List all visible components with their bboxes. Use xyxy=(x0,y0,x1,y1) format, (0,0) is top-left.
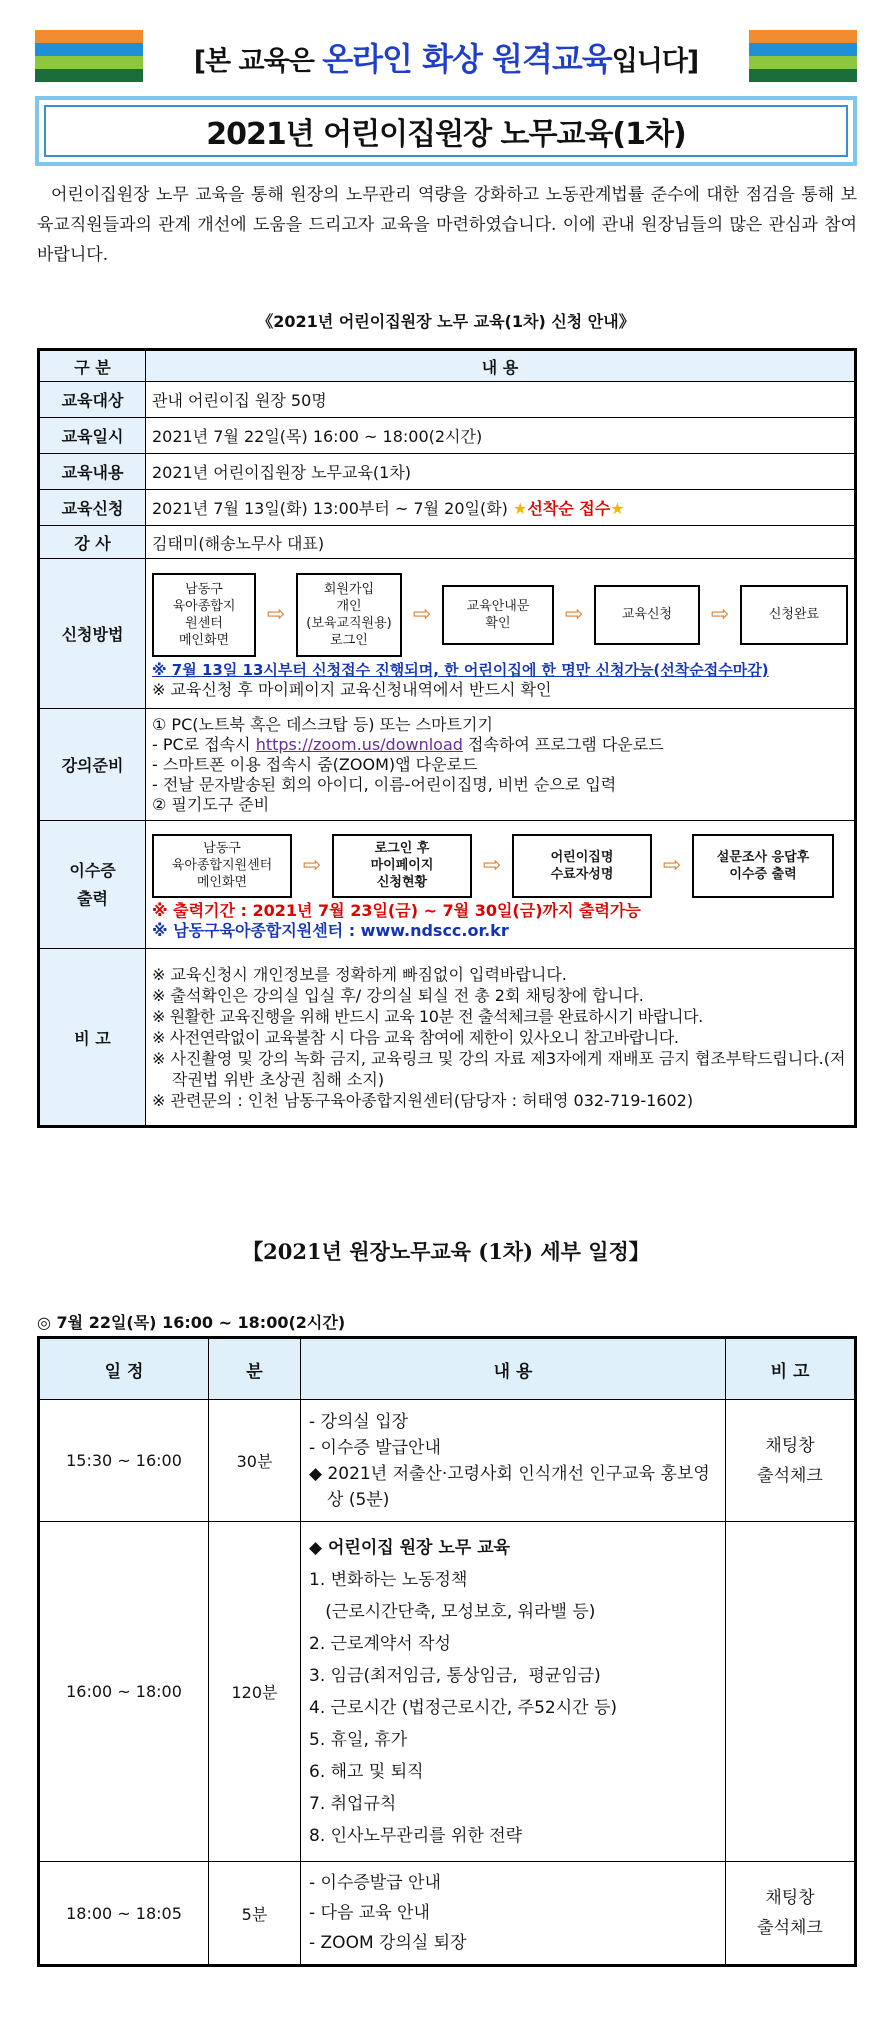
table-row xyxy=(39,454,856,490)
flow-step: 어린이집명 수료자성명 xyxy=(512,834,652,898)
flow-step: 교육신청 xyxy=(594,585,700,645)
banner-suffix: 입니다] xyxy=(611,46,699,77)
row-label: 이수증 출력 xyxy=(39,821,146,949)
method-note-blue: ※ 7월 13일 13시부터 신청접수 진행되며, 한 어린이집에 한 명만 신청가능(선착순접수마감) xyxy=(152,660,769,679)
arrow-right-icon: ⇨ xyxy=(266,602,286,627)
first-come-badge: 선착순 접수 xyxy=(527,499,611,518)
flow-step: 교육안내문 확인 xyxy=(442,585,554,645)
decorative-flag-right xyxy=(749,30,857,82)
remark-item: ※ 관련문의 : 인천 남동구육아종합지원센터(담당자 : 허태영 032-719-1602) xyxy=(152,1090,694,1110)
row-value: 관내 어린이집 원장 50명 xyxy=(146,382,856,418)
flow-step: 회원가입 개인 (보육교직원용) 로그인 xyxy=(296,573,402,657)
arrow-right-icon: ⇨ xyxy=(302,853,322,878)
flow-step: 남동구 육아종합지원센터 메인화면 xyxy=(152,834,292,898)
table-row xyxy=(39,382,856,418)
table-row xyxy=(39,490,856,526)
schedule-row xyxy=(39,1400,856,1522)
banner-highlight: 온라인 화상 원격교육 xyxy=(322,40,612,78)
header-category: 구 분 xyxy=(39,350,146,382)
schedule-minutes: 30분 xyxy=(209,1400,301,1522)
flow-step: 설문조사 응답후 이수증 출력 xyxy=(692,834,834,898)
schedule-time: 15:30 ~ 16:00 xyxy=(39,1400,209,1522)
schedule-time: 18:00 ~ 18:05 xyxy=(39,1862,209,1966)
schedule-row xyxy=(39,1862,856,1966)
banner-prefix: [본 교육은 xyxy=(193,46,323,77)
cert-flow xyxy=(152,829,848,901)
table-row-certificate xyxy=(39,821,856,949)
schedule-time: 16:00 ~ 18:00 xyxy=(39,1522,209,1862)
arrow-right-icon: ⇨ xyxy=(662,853,682,878)
remarks-cell xyxy=(146,949,856,1127)
schedule-date: ◎ 7월 22일(목) 16:00 ~ 18:00(2시간) xyxy=(37,1313,346,1332)
row-value xyxy=(146,490,856,526)
schedule-minutes: 5분 xyxy=(209,1862,301,1966)
apply-flow xyxy=(152,568,848,660)
flow-step: 로그인 후 마이페이지 신청현황 xyxy=(332,834,472,898)
row-value: 2021년 7월 22일(목) 16:00 ~ 18:00(2시간) xyxy=(146,418,856,454)
application-info-table xyxy=(37,348,857,1128)
top-banner xyxy=(35,30,857,88)
star-icon: ★ xyxy=(513,499,528,518)
method-note: ※ 교육신청 후 마이페이지 교육신청내역에서 반드시 확인 xyxy=(152,679,552,699)
schedule-content: - 강의실 입장 - 이수증 발급안내 ◆ 2021년 저출산·고령사회 인식개선 인구교육 홍보영상 (5분) xyxy=(301,1400,726,1522)
star-icon: ★ xyxy=(610,499,625,518)
banner-text xyxy=(175,34,717,80)
schedule-header: 분 xyxy=(209,1338,301,1400)
schedule-title: 【2021년 원장노무교육 (1차) 세부 일정】 xyxy=(242,1239,650,1264)
flow-step: 신청완료 xyxy=(740,585,848,645)
row-label: 강의준비 xyxy=(39,709,146,821)
table-row-prep xyxy=(39,709,856,821)
prep-line: - PC로 접속시 https://zoom.us/download 접속하여 프로그램 다운로드 xyxy=(152,734,664,754)
schedule-content: ◆ 어린이집 원장 노무 교육 1. 변화하는 노동정책 (근로시간단축, 모성보호, 워라밸 등) 2. 근로계약서 작성 3. 임금(최저임금, 통상임금, 평균임금) 4. 근로시간 (법정근로시간, 주52시간 등) 5. 휴일, 휴가 6. 해고 및 퇴직 7. 취업규칙 8. 인사노무관리를 위한 전략 xyxy=(301,1522,726,1862)
apply-period: 2021년 7월 13일(화) 13:00부터 ~ 7월 20일(화) xyxy=(152,499,513,518)
row-label: 비 고 xyxy=(39,949,146,1127)
schedule-header: 일 정 xyxy=(39,1338,209,1400)
schedule-header: 내 용 xyxy=(301,1338,726,1400)
arrow-right-icon: ⇨ xyxy=(412,602,432,627)
arrow-right-icon: ⇨ xyxy=(482,853,502,878)
header-content: 내 용 xyxy=(146,350,856,382)
flow-step: 남동구 육아종합지 원센터 메인화면 xyxy=(152,573,256,657)
schedule-row xyxy=(39,1522,856,1862)
row-label: 교육일시 xyxy=(39,418,146,454)
row-label: 교육신청 xyxy=(39,490,146,526)
apply-section-title: 《2021년 어린이집원장 노무 교육(1차) 신청 안내》 xyxy=(257,312,635,331)
schedule-minutes: 120분 xyxy=(209,1522,301,1862)
prep-line: - 스마트폰 이용 접속시 줌(ZOOM)앱 다운로드 xyxy=(152,754,478,774)
schedule-content: - 이수증발급 안내 - 다음 교육 안내 - ZOOM 강의실 퇴장 xyxy=(301,1862,726,1966)
arrow-right-icon: ⇨ xyxy=(564,602,584,627)
table-row xyxy=(39,526,856,559)
title-box xyxy=(35,96,857,166)
prep-line: - 전날 문자발송된 회의 아이디, 이름-어린이집명, 비번 순으로 입력 xyxy=(152,774,617,794)
decorative-flag-left xyxy=(35,30,143,82)
prep-line: ① PC(노트북 혹은 데스크탑 등) 또는 스마트기기 xyxy=(152,714,493,734)
schedule-table xyxy=(37,1336,857,1967)
table-row-method xyxy=(39,559,856,709)
cert-note-blue: ※ 남동구육아종합지원센터 : www.ndscc.or.kr xyxy=(152,920,509,940)
remark-item: ※ 사진촬영 및 강의 녹화 금지, 교육링크 및 강의 자료 제3자에게 재배포 금지 협조부탁드립니다.(저작권법 위반 초상권 침해 소지) xyxy=(152,1048,846,1089)
cert-cell xyxy=(146,821,856,949)
zoom-download-link[interactable]: https://zoom.us/download xyxy=(255,734,463,754)
arrow-right-icon: ⇨ xyxy=(710,602,730,627)
schedule-note xyxy=(726,1522,856,1862)
method-cell xyxy=(146,559,856,709)
prep-line: ② 필기도구 준비 xyxy=(152,794,270,814)
remark-item: ※ 원활한 교육진행을 위해 반드시 교육 10분 전 출석체크를 완료하시기 바랍니다. xyxy=(152,1006,703,1026)
row-value: 2021년 어린이집원장 노무교육(1차) xyxy=(146,454,856,490)
page-title: 2021년 어린이집원장 노무교육(1차) xyxy=(44,105,848,157)
remark-item: ※ 출석확인은 강의실 입실 후/ 강의실 퇴실 전 총 2회 채팅창에 합니다. xyxy=(152,985,644,1005)
schedule-note: 채팅창 출석체크 xyxy=(726,1862,856,1966)
intro-paragraph: 어린이집원장 노무 교육을 통해 원장의 노무관리 역량을 강화하고 노동관계법률 준수에 대한 점검을 통해 보육교직원들과의 관계 개선에 도움을 드리고자 교육을 마련하였습니다. 이에 관내 원장님들의 많은 관심과 참여 바랍니다. xyxy=(37,185,857,265)
row-label: 신청방법 xyxy=(39,559,146,709)
schedule-note: 채팅창 출석체크 xyxy=(726,1400,856,1522)
row-label: 교육내용 xyxy=(39,454,146,490)
row-label: 교육대상 xyxy=(39,382,146,418)
remark-item: ※ 교육신청시 개인정보를 정확하게 빠짐없이 입력바랍니다. xyxy=(152,964,567,984)
table-row xyxy=(39,418,856,454)
remark-item: ※ 사전연락없이 교육불참 시 다음 교육 참여에 제한이 있사오니 참고바랍니다. xyxy=(152,1027,679,1047)
cert-note-red: ※ 출력기간 : 2021년 7월 23일(금) ~ 7월 30일(금)까지 출력가능 xyxy=(152,900,641,920)
schedule-header: 비 고 xyxy=(726,1338,856,1400)
row-value: 김태미(해송노무사 대표) xyxy=(146,526,856,559)
row-label: 강 사 xyxy=(39,526,146,559)
table-row-remarks xyxy=(39,949,856,1127)
prep-cell xyxy=(146,709,856,821)
